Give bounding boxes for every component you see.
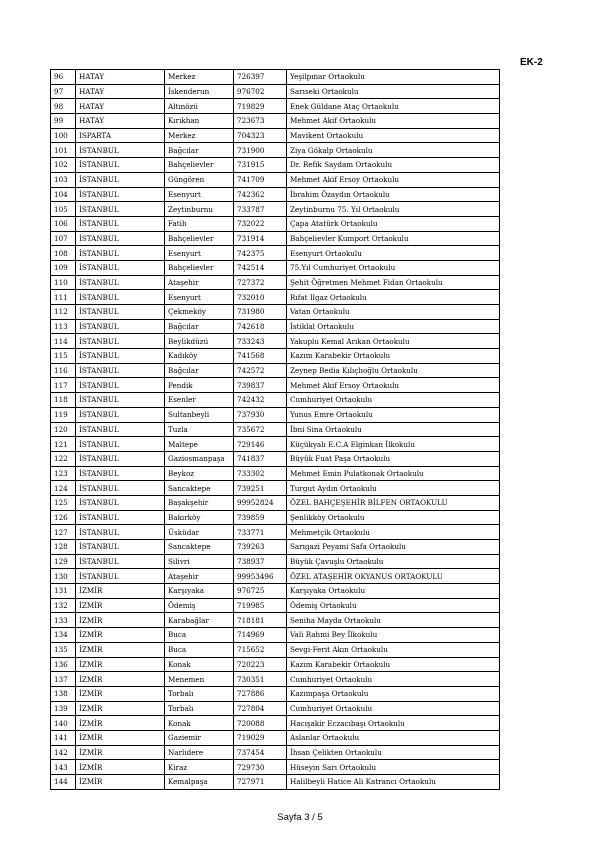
school-name-cell: Büyük Çavuşlu Ortaokulu bbox=[287, 554, 500, 569]
province-cell: İSTANBUL bbox=[76, 422, 165, 437]
school-name-cell: Mehmet Emin Pulatkonak Ortaokulu bbox=[287, 466, 500, 481]
institution-code-cell: 729146 bbox=[234, 437, 287, 452]
province-cell: İSTANBUL bbox=[76, 378, 165, 393]
row-number-cell: 141 bbox=[51, 730, 76, 745]
institution-code-cell: 704323 bbox=[234, 128, 287, 143]
school-name-cell: Zeynep Bedia Kılıçlıoğlu Ortaokulu bbox=[287, 363, 500, 378]
school-name-cell: Şehit Öğretmen Mehmet Fidan Ortaokulu bbox=[287, 275, 500, 290]
table-row bbox=[51, 114, 500, 129]
school-name-cell: Sarıseki Ortaokulu bbox=[287, 84, 500, 99]
district-cell: Beykoz bbox=[165, 466, 234, 481]
province-cell: İZMİR bbox=[76, 730, 165, 745]
row-number-cell: 119 bbox=[51, 407, 76, 422]
district-cell: Tuzla bbox=[165, 422, 234, 437]
row-number-cell: 134 bbox=[51, 628, 76, 643]
province-cell: İSTANBUL bbox=[76, 172, 165, 187]
province-cell: İSTANBUL bbox=[76, 525, 165, 540]
district-cell: Karabağlar bbox=[165, 613, 234, 628]
school-name-cell: Hüseyin Sarı Ortaokulu bbox=[287, 760, 500, 775]
school-name-cell: ÖZEL BAHÇEŞEHİR BİLFEN ORTAOKULU bbox=[287, 495, 500, 510]
table-row bbox=[51, 407, 500, 422]
school-name-cell: Cumhuriyet Ortaokulu bbox=[287, 672, 500, 687]
row-number-cell: 115 bbox=[51, 349, 76, 364]
province-cell: HATAY bbox=[76, 70, 165, 85]
province-cell: İZMİR bbox=[76, 716, 165, 731]
district-cell: Zeytinburnu bbox=[165, 202, 234, 217]
table-row bbox=[51, 172, 500, 187]
school-name-cell: Seniha Mayda Ortaokulu bbox=[287, 613, 500, 628]
district-cell: Esenyurt bbox=[165, 290, 234, 305]
table-row bbox=[51, 525, 500, 540]
table-row bbox=[51, 598, 500, 613]
institution-code-cell: 719829 bbox=[234, 99, 287, 114]
district-cell: Kemalpaşa bbox=[165, 775, 234, 790]
table-row bbox=[51, 613, 500, 628]
district-cell: Buca bbox=[165, 642, 234, 657]
school-name-cell: Yeşilpınar Ortaokulu bbox=[287, 70, 500, 85]
school-name-cell: Hacışakir Eczacıbaşı Ortaokulu bbox=[287, 716, 500, 731]
province-cell: İSTANBUL bbox=[76, 305, 165, 320]
district-cell: Beylikdüzü bbox=[165, 334, 234, 349]
institution-code-cell: 733302 bbox=[234, 466, 287, 481]
row-number-cell: 105 bbox=[51, 202, 76, 217]
institution-code-cell: 99952824 bbox=[234, 495, 287, 510]
district-cell: Pendik bbox=[165, 378, 234, 393]
table-row bbox=[51, 760, 500, 775]
district-cell: Başakşehir bbox=[165, 495, 234, 510]
province-cell: İSTANBUL bbox=[76, 363, 165, 378]
school-name-cell: Turgut Aydın Ortaokulu bbox=[287, 481, 500, 496]
district-cell: Merkez bbox=[165, 128, 234, 143]
institution-code-cell: 733771 bbox=[234, 525, 287, 540]
province-cell: İSTANBUL bbox=[76, 216, 165, 231]
table-row bbox=[51, 393, 500, 408]
district-cell: Üsküdar bbox=[165, 525, 234, 540]
province-cell: İSTANBUL bbox=[76, 569, 165, 584]
district-cell: Sultanbeyli bbox=[165, 407, 234, 422]
table-row bbox=[51, 128, 500, 143]
school-name-cell: Mehmetçik Ortaokulu bbox=[287, 525, 500, 540]
district-cell: Bakırköy bbox=[165, 510, 234, 525]
district-cell: Esenler bbox=[165, 393, 234, 408]
school-name-cell: Karşıyaka Ortaokulu bbox=[287, 584, 500, 599]
institution-code-cell: 742375 bbox=[234, 246, 287, 261]
province-cell: İZMİR bbox=[76, 613, 165, 628]
table-row bbox=[51, 584, 500, 599]
school-name-cell: Sevgi-Ferit Akın Ortaokulu bbox=[287, 642, 500, 657]
school-name-cell: Ödemiş Ortaokulu bbox=[287, 598, 500, 613]
institution-code-cell: 99953496 bbox=[234, 569, 287, 584]
row-number-cell: 109 bbox=[51, 260, 76, 275]
row-number-cell: 106 bbox=[51, 216, 76, 231]
row-number-cell: 122 bbox=[51, 451, 76, 466]
institution-code-cell: 731914 bbox=[234, 231, 287, 246]
institution-code-cell: 739251 bbox=[234, 481, 287, 496]
district-cell: Karşıyaka bbox=[165, 584, 234, 599]
province-cell: HATAY bbox=[76, 114, 165, 129]
school-name-cell: Ziya Gökalp Ortaokulu bbox=[287, 143, 500, 158]
table-row bbox=[51, 540, 500, 555]
table-row bbox=[51, 334, 500, 349]
table-row bbox=[51, 290, 500, 305]
province-cell: İSTANBUL bbox=[76, 510, 165, 525]
table-row bbox=[51, 495, 500, 510]
school-name-cell: Yunus Emre Ortaokulu bbox=[287, 407, 500, 422]
institution-code-cell: 720088 bbox=[234, 716, 287, 731]
district-cell: Gaziosmanpaşa bbox=[165, 451, 234, 466]
school-name-cell: Küçükyalı E.C.A Elginkan İlkokulu bbox=[287, 437, 500, 452]
institution-code-cell: 741709 bbox=[234, 172, 287, 187]
table-row bbox=[51, 775, 500, 790]
institution-code-cell: 733243 bbox=[234, 334, 287, 349]
institution-code-cell: 731900 bbox=[234, 143, 287, 158]
province-cell: İSTANBUL bbox=[76, 540, 165, 555]
district-cell: Kadıköy bbox=[165, 349, 234, 364]
province-cell: İSTANBUL bbox=[76, 407, 165, 422]
province-cell: İSTANBUL bbox=[76, 187, 165, 202]
district-cell: Ataşehir bbox=[165, 275, 234, 290]
district-cell: Sancaktepe bbox=[165, 540, 234, 555]
school-name-cell: Aslanlar Ortaokulu bbox=[287, 730, 500, 745]
institution-code-cell: 976725 bbox=[234, 584, 287, 599]
row-number-cell: 108 bbox=[51, 246, 76, 261]
school-name-cell: İbrahim Özaydın Ortaokulu bbox=[287, 187, 500, 202]
province-cell: İZMİR bbox=[76, 642, 165, 657]
row-number-cell: 131 bbox=[51, 584, 76, 599]
row-number-cell: 103 bbox=[51, 172, 76, 187]
table-row bbox=[51, 569, 500, 584]
table-row bbox=[51, 628, 500, 643]
table-row bbox=[51, 466, 500, 481]
row-number-cell: 121 bbox=[51, 437, 76, 452]
table-row bbox=[51, 437, 500, 452]
row-number-cell: 114 bbox=[51, 334, 76, 349]
province-cell: İSTANBUL bbox=[76, 451, 165, 466]
district-cell: Esenyurt bbox=[165, 246, 234, 261]
row-number-cell: 129 bbox=[51, 554, 76, 569]
institution-code-cell: 729730 bbox=[234, 760, 287, 775]
province-cell: İZMİR bbox=[76, 745, 165, 760]
province-cell: İZMİR bbox=[76, 657, 165, 672]
institution-code-cell: 737930 bbox=[234, 407, 287, 422]
row-number-cell: 135 bbox=[51, 642, 76, 657]
district-cell: Ödemiş bbox=[165, 598, 234, 613]
row-number-cell: 110 bbox=[51, 275, 76, 290]
institution-code-cell: 730351 bbox=[234, 672, 287, 687]
district-cell: Torbalı bbox=[165, 686, 234, 701]
province-cell: İSTANBUL bbox=[76, 554, 165, 569]
row-number-cell: 132 bbox=[51, 598, 76, 613]
institution-code-cell: 737454 bbox=[234, 745, 287, 760]
school-name-cell: Dr. Refik Saydam Ortaokulu bbox=[287, 158, 500, 173]
district-cell: Bahçelievler bbox=[165, 231, 234, 246]
institution-code-cell: 739859 bbox=[234, 510, 287, 525]
row-number-cell: 99 bbox=[51, 114, 76, 129]
institution-code-cell: 719029 bbox=[234, 730, 287, 745]
table-row bbox=[51, 554, 500, 569]
school-name-cell: Kazım Karabekir Ortaokulu bbox=[287, 349, 500, 364]
district-cell: Bağcılar bbox=[165, 363, 234, 378]
institution-code-cell: 723673 bbox=[234, 114, 287, 129]
table-row bbox=[51, 510, 500, 525]
province-cell: İZMİR bbox=[76, 775, 165, 790]
province-cell: İSTANBUL bbox=[76, 202, 165, 217]
table-row bbox=[51, 481, 500, 496]
institution-code-cell: 742432 bbox=[234, 393, 287, 408]
school-name-cell: Mehmet Akif Ersoy Ortaokulu bbox=[287, 172, 500, 187]
province-cell: İSTANBUL bbox=[76, 481, 165, 496]
district-cell: Ataşehir bbox=[165, 569, 234, 584]
province-cell: İZMİR bbox=[76, 760, 165, 775]
row-number-cell: 111 bbox=[51, 290, 76, 305]
institution-code-cell: 742514 bbox=[234, 260, 287, 275]
district-cell: Konak bbox=[165, 716, 234, 731]
row-number-cell: 117 bbox=[51, 378, 76, 393]
row-number-cell: 96 bbox=[51, 70, 76, 85]
institution-code-cell: 714969 bbox=[234, 628, 287, 643]
row-number-cell: 136 bbox=[51, 657, 76, 672]
table-row bbox=[51, 730, 500, 745]
row-number-cell: 138 bbox=[51, 686, 76, 701]
row-number-cell: 128 bbox=[51, 540, 76, 555]
institution-code-cell: 727804 bbox=[234, 701, 287, 716]
row-number-cell: 126 bbox=[51, 510, 76, 525]
school-name-cell: ÖZEL ATAŞEHİR OKYANUS ORTAOKULU bbox=[287, 569, 500, 584]
school-list-table bbox=[50, 69, 500, 790]
school-name-cell: İbni Sina Ortaokulu bbox=[287, 422, 500, 437]
row-number-cell: 101 bbox=[51, 143, 76, 158]
school-name-cell: Rıfat Ilgaz Ortaokulu bbox=[287, 290, 500, 305]
school-name-cell: Vali Rahmi Bey İlkokulu bbox=[287, 628, 500, 643]
school-name-cell: Mavikent Ortaokulu bbox=[287, 128, 500, 143]
institution-code-cell: 732010 bbox=[234, 290, 287, 305]
province-cell: İSTANBUL bbox=[76, 319, 165, 334]
row-number-cell: 112 bbox=[51, 305, 76, 320]
district-cell: Çekmeköy bbox=[165, 305, 234, 320]
institution-code-cell: 741837 bbox=[234, 451, 287, 466]
school-name-cell: İstiklal Ortaokulu bbox=[287, 319, 500, 334]
district-cell: Bahçelievler bbox=[165, 260, 234, 275]
school-name-cell: Mehmet Akif Ortaokulu bbox=[287, 114, 500, 129]
row-number-cell: 143 bbox=[51, 760, 76, 775]
institution-code-cell: 739837 bbox=[234, 378, 287, 393]
province-cell: İZMİR bbox=[76, 584, 165, 599]
table-row bbox=[51, 701, 500, 716]
institution-code-cell: 742362 bbox=[234, 187, 287, 202]
table-row bbox=[51, 745, 500, 760]
school-name-cell: Halilbeyli Hatice Ali Katrancı Ortaokulu bbox=[287, 775, 500, 790]
district-cell: Bağcılar bbox=[165, 143, 234, 158]
district-cell: Kırıkhan bbox=[165, 114, 234, 129]
province-cell: İSTANBUL bbox=[76, 143, 165, 158]
institution-code-cell: 727372 bbox=[234, 275, 287, 290]
table-row bbox=[51, 275, 500, 290]
row-number-cell: 102 bbox=[51, 158, 76, 173]
school-name-cell: Esenyurt Ortaokulu bbox=[287, 246, 500, 261]
institution-code-cell: 738937 bbox=[234, 554, 287, 569]
school-name-cell: Büyük Fuat Paşa Ortaokulu bbox=[287, 451, 500, 466]
table-row bbox=[51, 158, 500, 173]
province-cell: İZMİR bbox=[76, 628, 165, 643]
province-cell: İSTANBUL bbox=[76, 275, 165, 290]
institution-code-cell: 727886 bbox=[234, 686, 287, 701]
province-cell: İZMİR bbox=[76, 598, 165, 613]
school-name-cell: Çapa Atatürk Ortaokulu bbox=[287, 216, 500, 231]
district-cell: Bahçelievler bbox=[165, 158, 234, 173]
annex-label: EK-2 bbox=[520, 57, 543, 68]
school-name-cell: Cumhuriyet Ortaokulu bbox=[287, 701, 500, 716]
table-row bbox=[51, 686, 500, 701]
district-cell: Esenyurt bbox=[165, 187, 234, 202]
school-name-cell: İhsan Çelikten Ortaokulu bbox=[287, 745, 500, 760]
province-cell: İSTANBUL bbox=[76, 231, 165, 246]
row-number-cell: 107 bbox=[51, 231, 76, 246]
table-row bbox=[51, 363, 500, 378]
table-row bbox=[51, 378, 500, 393]
district-cell: Konak bbox=[165, 657, 234, 672]
province-cell: İSTANBUL bbox=[76, 290, 165, 305]
institution-code-cell: 733787 bbox=[234, 202, 287, 217]
school-name-cell: Sarıgazi Peyami Safa Ortaokulu bbox=[287, 540, 500, 555]
district-cell: Torbalı bbox=[165, 701, 234, 716]
institution-code-cell: 976702 bbox=[234, 84, 287, 99]
table-row bbox=[51, 143, 500, 158]
district-cell: Fatih bbox=[165, 216, 234, 231]
table-row bbox=[51, 305, 500, 320]
district-cell: Merkez bbox=[165, 70, 234, 85]
district-cell: Güngören bbox=[165, 172, 234, 187]
institution-code-cell: 719985 bbox=[234, 598, 287, 613]
district-cell: Kiraz bbox=[165, 760, 234, 775]
province-cell: HATAY bbox=[76, 99, 165, 114]
school-name-cell: Mehmet Akif Ersoy Ortaokulu bbox=[287, 378, 500, 393]
province-cell: İSTANBUL bbox=[76, 349, 165, 364]
district-cell: Buca bbox=[165, 628, 234, 643]
row-number-cell: 116 bbox=[51, 363, 76, 378]
school-name-cell: Kazım Karabekir Ortaokulu bbox=[287, 657, 500, 672]
province-cell: İSTANBUL bbox=[76, 437, 165, 452]
table-row bbox=[51, 99, 500, 114]
school-name-cell: Vatan Ortaokulu bbox=[287, 305, 500, 320]
table-row bbox=[51, 246, 500, 261]
row-number-cell: 144 bbox=[51, 775, 76, 790]
school-name-cell: Yakuplu Kemal Arıkan Ortaokulu bbox=[287, 334, 500, 349]
institution-code-cell: 731980 bbox=[234, 305, 287, 320]
table-row bbox=[51, 260, 500, 275]
table-row bbox=[51, 216, 500, 231]
institution-code-cell: 742572 bbox=[234, 363, 287, 378]
district-cell: Menemen bbox=[165, 672, 234, 687]
table-row bbox=[51, 319, 500, 334]
institution-code-cell: 718181 bbox=[234, 613, 287, 628]
row-number-cell: 120 bbox=[51, 422, 76, 437]
province-cell: İSTANBUL bbox=[76, 466, 165, 481]
institution-code-cell: 727971 bbox=[234, 775, 287, 790]
province-cell: İSTANBUL bbox=[76, 495, 165, 510]
school-name-cell: Cumhuriyet Ortaokulu bbox=[287, 393, 500, 408]
province-cell: İSTANBUL bbox=[76, 260, 165, 275]
table-row bbox=[51, 187, 500, 202]
table-row bbox=[51, 672, 500, 687]
province-cell: İSTANBUL bbox=[76, 334, 165, 349]
institution-code-cell: 732022 bbox=[234, 216, 287, 231]
row-number-cell: 133 bbox=[51, 613, 76, 628]
institution-code-cell: 726397 bbox=[234, 70, 287, 85]
institution-code-cell: 742618 bbox=[234, 319, 287, 334]
row-number-cell: 113 bbox=[51, 319, 76, 334]
row-number-cell: 98 bbox=[51, 99, 76, 114]
row-number-cell: 104 bbox=[51, 187, 76, 202]
district-cell: İskenderun bbox=[165, 84, 234, 99]
table-row bbox=[51, 451, 500, 466]
row-number-cell: 127 bbox=[51, 525, 76, 540]
row-number-cell: 140 bbox=[51, 716, 76, 731]
row-number-cell: 142 bbox=[51, 745, 76, 760]
district-cell: Silivri bbox=[165, 554, 234, 569]
row-number-cell: 100 bbox=[51, 128, 76, 143]
province-cell: İSTANBUL bbox=[76, 158, 165, 173]
province-cell: HATAY bbox=[76, 84, 165, 99]
institution-code-cell: 741568 bbox=[234, 349, 287, 364]
table-row bbox=[51, 202, 500, 217]
institution-code-cell: 731915 bbox=[234, 158, 287, 173]
institution-code-cell: 739263 bbox=[234, 540, 287, 555]
district-cell: Maltepe bbox=[165, 437, 234, 452]
row-number-cell: 118 bbox=[51, 393, 76, 408]
province-cell: İSTANBUL bbox=[76, 393, 165, 408]
table-row bbox=[51, 642, 500, 657]
province-cell: İSTANBUL bbox=[76, 246, 165, 261]
school-name-cell: Bahçelievler Kumport Ortaokulu bbox=[287, 231, 500, 246]
school-name-cell: 75.Yıl Cumhuriyet Ortaokulu bbox=[287, 260, 500, 275]
district-cell: Altınözü bbox=[165, 99, 234, 114]
page-number: Sayfa 3 / 5 bbox=[277, 812, 323, 823]
school-name-cell: Şenlikköy Ortaokulu bbox=[287, 510, 500, 525]
institution-code-cell: 735672 bbox=[234, 422, 287, 437]
province-cell: İZMİR bbox=[76, 686, 165, 701]
table-row bbox=[51, 716, 500, 731]
district-cell: Sancaktepe bbox=[165, 481, 234, 496]
district-cell: Gaziemir bbox=[165, 730, 234, 745]
row-number-cell: 124 bbox=[51, 481, 76, 496]
row-number-cell: 137 bbox=[51, 672, 76, 687]
institution-code-cell: 715652 bbox=[234, 642, 287, 657]
school-name-cell: Kazımpaşa Ortaokulu bbox=[287, 686, 500, 701]
school-name-cell: Zeytinburnu 75. Yıl Ortaokulu bbox=[287, 202, 500, 217]
table-row bbox=[51, 657, 500, 672]
table-row bbox=[51, 84, 500, 99]
row-number-cell: 139 bbox=[51, 701, 76, 716]
district-cell: Bağcılar bbox=[165, 319, 234, 334]
row-number-cell: 97 bbox=[51, 84, 76, 99]
row-number-cell: 123 bbox=[51, 466, 76, 481]
province-cell: İZMİR bbox=[76, 672, 165, 687]
province-cell: İZMİR bbox=[76, 701, 165, 716]
table-row bbox=[51, 422, 500, 437]
table-row bbox=[51, 349, 500, 364]
row-number-cell: 130 bbox=[51, 569, 76, 584]
school-name-cell: Enek Güldane Ataç Ortaokulu bbox=[287, 99, 500, 114]
province-cell: ISPARTA bbox=[76, 128, 165, 143]
table-row bbox=[51, 231, 500, 246]
row-number-cell: 125 bbox=[51, 495, 76, 510]
institution-code-cell: 720223 bbox=[234, 657, 287, 672]
table-row bbox=[51, 70, 500, 85]
district-cell: Narlıdere bbox=[165, 745, 234, 760]
